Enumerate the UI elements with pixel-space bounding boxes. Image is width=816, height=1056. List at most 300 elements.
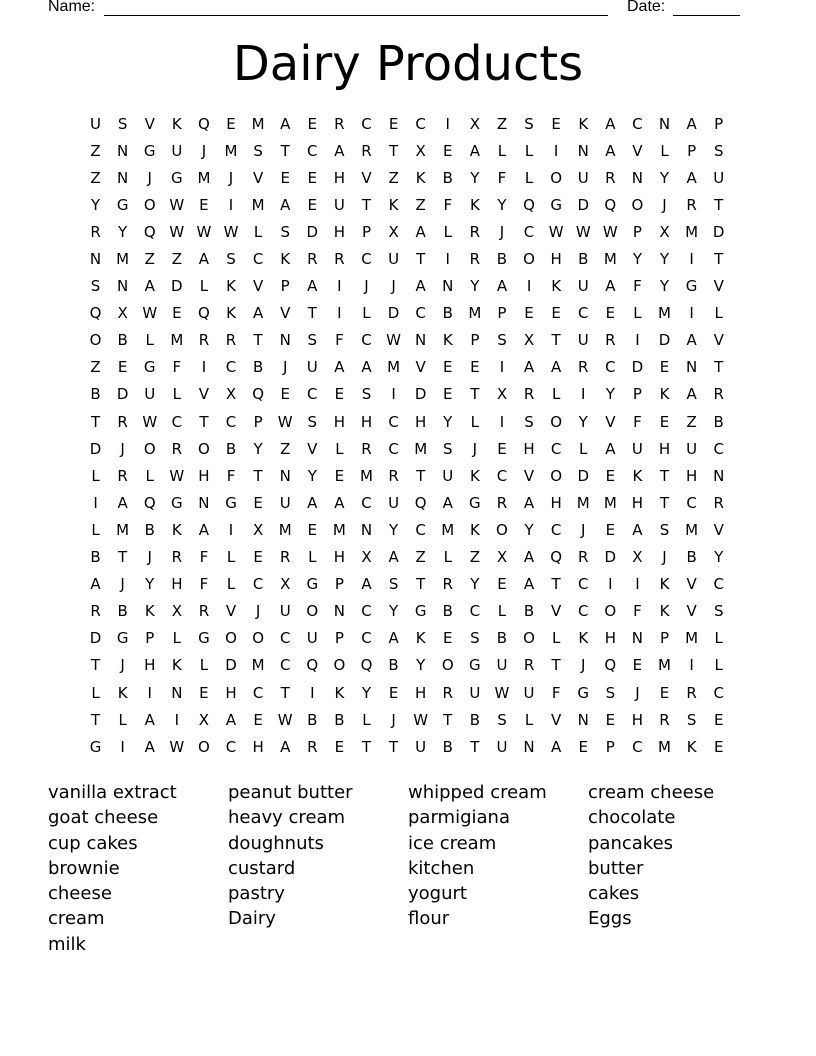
grid-cell[interactable]: R	[361, 141, 372, 160]
grid-cell[interactable]: U	[469, 683, 481, 702]
grid-cell[interactable]: D	[306, 222, 319, 241]
grid-cell[interactable]: E	[307, 168, 318, 187]
grid-cell[interactable]: L	[579, 439, 588, 458]
grid-cell[interactable]: C	[469, 602, 481, 621]
grid-cell[interactable]: N	[685, 358, 698, 377]
grid-cell[interactable]: G	[171, 493, 183, 512]
grid-cell[interactable]: S	[659, 520, 670, 539]
grid-cell[interactable]: C	[713, 575, 724, 594]
grid-cell[interactable]: J	[282, 358, 288, 377]
grid-cell[interactable]: E	[605, 710, 616, 729]
grid-cell[interactable]: A	[686, 385, 697, 404]
grid-cell[interactable]: S	[497, 710, 507, 729]
grid-cell[interactable]: C	[279, 656, 291, 675]
grid-cell[interactable]: B	[523, 602, 535, 621]
grid-cell[interactable]: K	[578, 114, 589, 133]
grid-cell[interactable]: D	[89, 439, 102, 458]
grid-cell[interactable]: C	[577, 575, 589, 594]
grid-cell[interactable]: B	[117, 331, 128, 350]
grid-cell[interactable]: E	[443, 141, 453, 160]
grid-cell[interactable]: V	[198, 385, 210, 404]
grid-cell[interactable]: X	[469, 114, 480, 133]
grid-cell[interactable]: E	[307, 114, 318, 133]
grid-cell[interactable]: T	[470, 385, 480, 404]
date-blank-line[interactable]	[673, 15, 740, 16]
grid-cell[interactable]: M	[332, 520, 346, 539]
grid-cell[interactable]: I	[310, 683, 315, 702]
grid-cell[interactable]: M	[685, 222, 699, 241]
grid-cell[interactable]: V	[551, 710, 562, 729]
grid-cell[interactable]: J	[391, 710, 396, 729]
grid-cell[interactable]: H	[550, 493, 562, 512]
grid-cell[interactable]: G	[116, 195, 129, 214]
grid-cell[interactable]: N	[117, 141, 129, 160]
grid-cell[interactable]: U	[388, 493, 400, 512]
grid-cell[interactable]: T	[388, 141, 399, 160]
grid-cell[interactable]: S	[307, 331, 318, 350]
grid-cell[interactable]: K	[442, 331, 453, 350]
grid-cell[interactable]: V	[523, 466, 535, 485]
grid-cell[interactable]: C	[415, 520, 426, 539]
grid-cell[interactable]: P	[632, 385, 642, 404]
grid-cell[interactable]: I	[174, 710, 180, 729]
grid-cell[interactable]: I	[201, 358, 207, 377]
grid-cell[interactable]: A	[551, 737, 562, 756]
grid-cell[interactable]: F	[633, 412, 642, 431]
grid-cell[interactable]: M	[603, 493, 617, 512]
grid-cell[interactable]: E	[659, 412, 670, 431]
grid-cell[interactable]: W	[277, 710, 293, 729]
grid-cell[interactable]: C	[550, 520, 562, 539]
grid-cell[interactable]: Y	[659, 277, 670, 296]
grid-cell[interactable]: C	[225, 412, 237, 431]
grid-cell[interactable]: U	[144, 385, 156, 404]
grid-cell[interactable]: I	[337, 304, 342, 323]
grid-cell[interactable]: P	[361, 222, 371, 241]
grid-cell[interactable]: T	[90, 656, 101, 675]
grid-cell[interactable]: J	[391, 277, 396, 296]
grid-cell[interactable]: T	[416, 466, 426, 485]
grid-cell[interactable]: B	[90, 548, 101, 567]
grid-cell[interactable]: C	[307, 141, 318, 160]
grid-cell[interactable]: J	[472, 439, 478, 458]
grid-cell[interactable]: I	[635, 575, 640, 594]
grid-cell[interactable]: X	[225, 385, 237, 404]
grid-cell[interactable]: S	[361, 385, 372, 404]
grid-cell[interactable]: X	[523, 331, 535, 350]
grid-cell[interactable]: H	[333, 548, 346, 567]
grid-cell[interactable]: M	[658, 656, 671, 675]
grid-cell[interactable]: A	[307, 493, 318, 512]
grid-cell[interactable]: V	[632, 141, 643, 160]
grid-cell[interactable]: O	[89, 331, 102, 350]
grid-cell[interactable]: R	[171, 548, 183, 567]
grid-cell[interactable]: K	[659, 575, 670, 594]
grid-cell[interactable]: L	[362, 710, 371, 729]
grid-cell[interactable]: E	[280, 168, 290, 187]
grid-cell[interactable]: U	[577, 277, 589, 296]
grid-cell[interactable]: A	[334, 358, 345, 377]
grid-cell[interactable]: Z	[144, 250, 155, 269]
grid-cell[interactable]: U	[577, 168, 589, 187]
grid-cell[interactable]: L	[524, 710, 534, 729]
grid-cell[interactable]: N	[117, 168, 129, 187]
grid-cell[interactable]: K	[659, 385, 670, 404]
grid-cell[interactable]: T	[388, 737, 399, 756]
grid-cell[interactable]: W	[494, 683, 510, 702]
grid-cell[interactable]: R	[171, 439, 183, 458]
grid-cell[interactable]: S	[307, 412, 318, 431]
grid-cell[interactable]: U	[306, 629, 318, 648]
grid-cell[interactable]: Q	[143, 222, 156, 241]
grid-cell[interactable]: T	[443, 710, 453, 729]
grid-cell[interactable]: L	[714, 656, 723, 675]
grid-cell[interactable]: R	[225, 331, 237, 350]
grid-cell[interactable]: W	[386, 331, 401, 350]
grid-cell[interactable]: R	[686, 683, 697, 702]
grid-cell[interactable]: V	[415, 358, 426, 377]
grid-cell[interactable]: B	[469, 710, 480, 729]
grid-cell[interactable]: E	[307, 195, 318, 214]
grid-cell[interactable]: P	[334, 575, 344, 594]
grid-cell[interactable]: J	[201, 141, 207, 160]
grid-cell[interactable]: E	[605, 520, 616, 539]
grid-cell[interactable]: N	[279, 466, 291, 485]
grid-cell[interactable]: O	[333, 656, 346, 675]
grid-cell[interactable]: N	[333, 602, 345, 621]
grid-cell[interactable]: L	[660, 141, 669, 160]
grid-cell[interactable]: O	[523, 629, 535, 648]
grid-cell[interactable]: V	[686, 602, 697, 621]
grid-cell[interactable]: V	[605, 412, 616, 431]
grid-cell[interactable]: X	[280, 575, 291, 594]
grid-cell[interactable]: F	[172, 358, 182, 377]
grid-cell[interactable]: C	[252, 575, 264, 594]
grid-cell[interactable]: Z	[469, 548, 480, 567]
grid-cell[interactable]: T	[307, 304, 317, 323]
grid-cell[interactable]: C	[632, 737, 643, 756]
grid-cell[interactable]: A	[496, 277, 508, 296]
grid-cell[interactable]: I	[608, 575, 613, 594]
grid-cell[interactable]: W	[602, 222, 618, 241]
grid-cell[interactable]: B	[90, 385, 101, 404]
grid-cell[interactable]: B	[442, 304, 453, 323]
grid-cell[interactable]: A	[415, 222, 426, 241]
grid-cell[interactable]: Y	[388, 520, 399, 539]
grid-cell[interactable]: W	[169, 195, 185, 214]
grid-cell[interactable]: T	[253, 466, 263, 485]
grid-cell[interactable]: A	[225, 710, 237, 729]
grid-cell[interactable]: S	[117, 114, 128, 133]
grid-cell[interactable]: B	[442, 737, 453, 756]
grid-cell[interactable]: B	[144, 520, 155, 539]
grid-cell[interactable]: U	[523, 683, 535, 702]
grid-cell[interactable]: E	[470, 358, 480, 377]
grid-cell[interactable]: W	[169, 737, 185, 756]
grid-cell[interactable]: C	[388, 412, 399, 431]
grid-cell[interactable]: H	[333, 222, 346, 241]
grid-cell[interactable]: L	[91, 683, 100, 702]
grid-cell[interactable]: Q	[252, 385, 265, 404]
grid-cell[interactable]: G	[171, 168, 183, 187]
grid-cell[interactable]: U	[279, 493, 291, 512]
grid-cell[interactable]: Y	[118, 222, 128, 241]
grid-cell[interactable]: A	[686, 114, 697, 133]
grid-cell[interactable]: B	[388, 656, 399, 675]
grid-cell[interactable]: Y	[470, 168, 480, 187]
grid-cell[interactable]: E	[578, 737, 588, 756]
grid-cell[interactable]: I	[120, 737, 125, 756]
grid-cell[interactable]: R	[523, 656, 535, 675]
grid-cell[interactable]: P	[253, 412, 263, 431]
grid-cell[interactable]: X	[632, 548, 643, 567]
grid-cell[interactable]: J	[147, 168, 152, 187]
grid-cell[interactable]: R	[90, 222, 101, 241]
grid-cell[interactable]: G	[225, 493, 237, 512]
grid-cell[interactable]: D	[414, 385, 427, 404]
grid-cell[interactable]: N	[171, 683, 183, 702]
grid-cell[interactable]: M	[197, 168, 211, 187]
grid-cell[interactable]: C	[279, 629, 291, 648]
grid-cell[interactable]: U	[496, 737, 508, 756]
grid-cell[interactable]: P	[497, 304, 507, 323]
grid-cell[interactable]: L	[199, 656, 209, 675]
grid-cell[interactable]: L	[497, 602, 507, 621]
grid-cell[interactable]: L	[172, 629, 181, 648]
grid-cell[interactable]: Z	[171, 250, 182, 269]
grid-cell[interactable]: A	[198, 520, 210, 539]
grid-cell[interactable]: B	[496, 250, 508, 269]
grid-cell[interactable]: K	[469, 466, 480, 485]
grid-cell[interactable]: R	[198, 331, 210, 350]
grid-cell[interactable]: K	[171, 114, 182, 133]
grid-cell[interactable]: S	[253, 141, 263, 160]
grid-cell[interactable]: X	[171, 602, 182, 621]
grid-cell[interactable]: C	[361, 602, 372, 621]
grid-cell[interactable]: P	[659, 629, 670, 648]
grid-cell[interactable]: L	[714, 304, 723, 323]
grid-cell[interactable]: L	[145, 466, 154, 485]
grid-cell[interactable]: I	[499, 412, 505, 431]
grid-cell[interactable]: A	[280, 114, 291, 133]
grid-cell[interactable]: W	[169, 466, 185, 485]
grid-cell[interactable]: A	[388, 629, 399, 648]
grid-cell[interactable]: W	[277, 412, 293, 431]
grid-cell[interactable]: A	[361, 358, 372, 377]
grid-cell[interactable]: G	[143, 358, 156, 377]
grid-cell[interactable]: K	[578, 629, 589, 648]
grid-cell[interactable]: E	[524, 304, 534, 323]
grid-cell[interactable]: B	[252, 358, 264, 377]
grid-cell[interactable]: R	[198, 602, 210, 621]
grid-cell[interactable]: Z	[388, 168, 399, 187]
grid-cell[interactable]: T	[714, 358, 724, 377]
grid-cell[interactable]: G	[89, 737, 102, 756]
grid-cell[interactable]: Y	[253, 439, 263, 458]
grid-cell[interactable]: Q	[198, 114, 210, 133]
grid-cell[interactable]: O	[523, 250, 535, 269]
grid-cell[interactable]: C	[577, 602, 589, 621]
grid-cell[interactable]: T	[659, 466, 670, 485]
grid-cell[interactable]: L	[551, 385, 561, 404]
grid-cell[interactable]: C	[686, 493, 697, 512]
grid-cell[interactable]: Y	[416, 656, 426, 675]
grid-cell[interactable]: B	[117, 602, 128, 621]
grid-cell[interactable]: J	[255, 602, 261, 621]
grid-cell[interactable]: X	[117, 304, 128, 323]
grid-cell[interactable]: Z	[90, 168, 101, 187]
grid-cell[interactable]: N	[631, 629, 644, 648]
grid-cell[interactable]: K	[632, 466, 643, 485]
grid-cell[interactable]: D	[577, 466, 590, 485]
grid-cell[interactable]: O	[631, 195, 644, 214]
grid-cell[interactable]: U	[388, 250, 400, 269]
grid-cell[interactable]: S	[470, 629, 480, 648]
grid-cell[interactable]: D	[577, 195, 590, 214]
grid-cell[interactable]: H	[198, 466, 210, 485]
grid-cell[interactable]: Q	[198, 304, 210, 323]
grid-cell[interactable]: M	[658, 304, 671, 323]
grid-cell[interactable]: X	[388, 222, 399, 241]
grid-cell[interactable]: E	[443, 385, 453, 404]
grid-cell[interactable]: T	[551, 331, 561, 350]
grid-cell[interactable]: T	[714, 250, 724, 269]
grid-cell[interactable]: E	[605, 304, 616, 323]
grid-cell[interactable]: T	[90, 412, 101, 431]
grid-cell[interactable]: V	[252, 277, 264, 296]
grid-cell[interactable]: M	[685, 629, 699, 648]
grid-cell[interactable]: E	[117, 358, 128, 377]
grid-cell[interactable]: F	[497, 168, 507, 187]
grid-cell[interactable]: M	[576, 493, 590, 512]
grid-cell[interactable]: M	[116, 250, 130, 269]
grid-cell[interactable]: R	[578, 548, 589, 567]
grid-cell[interactable]: P	[714, 114, 724, 133]
grid-cell[interactable]: H	[360, 412, 373, 431]
grid-cell[interactable]: Y	[145, 575, 155, 594]
grid-cell[interactable]: R	[469, 250, 481, 269]
grid-cell[interactable]: I	[635, 331, 640, 350]
grid-cell[interactable]: O	[198, 737, 210, 756]
grid-cell[interactable]: M	[360, 466, 373, 485]
grid-cell[interactable]: S	[713, 602, 724, 621]
grid-cell[interactable]: G	[469, 656, 481, 675]
grid-cell[interactable]: A	[252, 304, 264, 323]
grid-cell[interactable]: Y	[443, 412, 453, 431]
grid-cell[interactable]: W	[548, 222, 564, 241]
grid-cell[interactable]: V	[307, 439, 318, 458]
grid-cell[interactable]: V	[361, 168, 372, 187]
grid-cell[interactable]: U	[415, 737, 427, 756]
grid-cell[interactable]: W	[575, 222, 591, 241]
grid-cell[interactable]: H	[604, 629, 616, 648]
grid-cell[interactable]: E	[443, 358, 453, 377]
grid-cell[interactable]: G	[198, 629, 210, 648]
grid-cell[interactable]: C	[415, 304, 426, 323]
grid-cell[interactable]: I	[499, 358, 505, 377]
grid-cell[interactable]: M	[278, 520, 292, 539]
grid-cell[interactable]: J	[147, 548, 152, 567]
grid-cell[interactable]: Y	[605, 385, 615, 404]
grid-cell[interactable]: E	[253, 710, 263, 729]
grid-cell[interactable]: R	[361, 439, 372, 458]
grid-cell[interactable]: O	[550, 168, 563, 187]
grid-cell[interactable]: U	[442, 466, 454, 485]
grid-cell[interactable]: Y	[497, 195, 507, 214]
grid-cell[interactable]: D	[116, 385, 129, 404]
grid-cell[interactable]: K	[280, 250, 291, 269]
grid-cell[interactable]: Z	[280, 439, 291, 458]
grid-cell[interactable]: N	[577, 710, 589, 729]
grid-cell[interactable]: C	[361, 331, 372, 350]
grid-cell[interactable]: W	[142, 304, 158, 323]
grid-cell[interactable]: C	[171, 412, 183, 431]
grid-cell[interactable]: A	[605, 114, 616, 133]
grid-cell[interactable]: A	[307, 277, 318, 296]
grid-cell[interactable]: M	[603, 250, 617, 269]
grid-cell[interactable]: E	[632, 656, 643, 675]
grid-cell[interactable]: O	[143, 195, 156, 214]
grid-cell[interactable]: B	[713, 412, 724, 431]
grid-cell[interactable]: F	[633, 602, 642, 621]
grid-cell[interactable]: I	[391, 385, 396, 404]
grid-cell[interactable]: B	[334, 710, 345, 729]
grid-cell[interactable]: B	[442, 602, 453, 621]
grid-cell[interactable]: D	[604, 548, 617, 567]
grid-cell[interactable]: N	[658, 114, 671, 133]
grid-cell[interactable]: E	[713, 737, 724, 756]
grid-cell[interactable]: C	[632, 114, 643, 133]
grid-cell[interactable]: O	[441, 656, 454, 675]
grid-cell[interactable]: N	[360, 520, 373, 539]
grid-cell[interactable]: Z	[686, 412, 697, 431]
grid-cell[interactable]: D	[225, 656, 237, 675]
grid-cell[interactable]: K	[469, 195, 480, 214]
grid-cell[interactable]: N	[713, 466, 725, 485]
grid-cell[interactable]: U	[496, 656, 508, 675]
grid-cell[interactable]: M	[414, 439, 428, 458]
grid-cell[interactable]: Y	[659, 168, 670, 187]
grid-cell[interactable]: L	[362, 304, 371, 323]
grid-cell[interactable]: U	[306, 358, 318, 377]
grid-cell[interactable]: C	[225, 737, 237, 756]
grid-cell[interactable]: Z	[415, 195, 426, 214]
grid-cell[interactable]: L	[172, 385, 181, 404]
grid-cell[interactable]: H	[171, 575, 183, 594]
grid-cell[interactable]: U	[171, 141, 183, 160]
grid-cell[interactable]: T	[416, 575, 426, 594]
grid-cell[interactable]: B	[496, 629, 508, 648]
grid-cell[interactable]: A	[523, 358, 535, 377]
grid-cell[interactable]: S	[686, 710, 697, 729]
grid-cell[interactable]: I	[445, 250, 450, 269]
grid-cell[interactable]: E	[172, 304, 182, 323]
grid-cell[interactable]: D	[89, 629, 102, 648]
grid-cell[interactable]: F	[335, 331, 344, 350]
grid-cell[interactable]: E	[551, 304, 561, 323]
grid-cell[interactable]: R	[523, 385, 535, 404]
grid-cell[interactable]: O	[252, 629, 265, 648]
grid-cell[interactable]: B	[442, 168, 453, 187]
grid-cell[interactable]: R	[442, 575, 453, 594]
grid-cell[interactable]: C	[361, 629, 372, 648]
grid-cell[interactable]: L	[443, 222, 452, 241]
grid-cell[interactable]: Y	[524, 520, 534, 539]
grid-cell[interactable]: A	[605, 277, 616, 296]
grid-cell[interactable]: X	[198, 710, 210, 729]
grid-cell[interactable]: T	[253, 331, 263, 350]
grid-cell[interactable]: L	[91, 520, 100, 539]
